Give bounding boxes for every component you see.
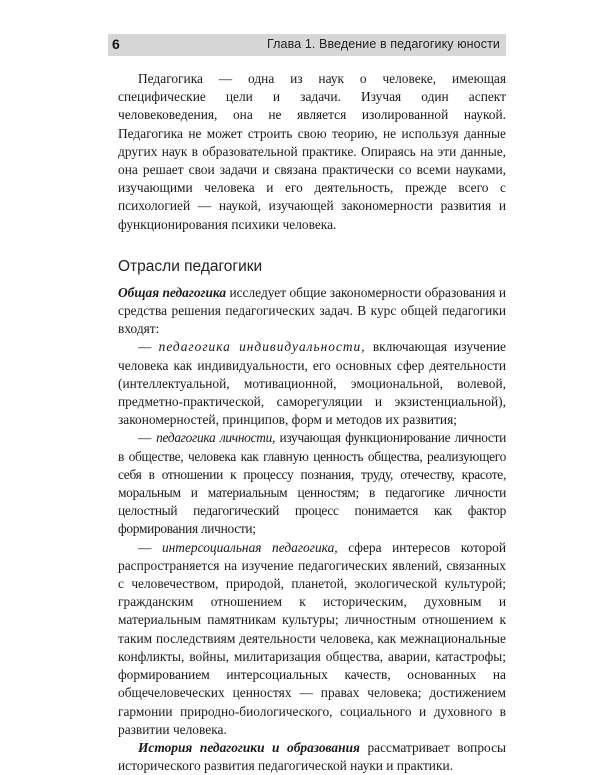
- history-pedagogy-text: рассматривает вопросы исторического развития педагогической науки и практики.: [118, 739, 507, 774]
- list-item: [118, 338, 506, 429]
- page-body: [118, 70, 506, 775]
- page-number: 6: [112, 36, 120, 52]
- list-item: [118, 539, 506, 739]
- list-dash: —: [138, 430, 157, 446]
- list-item-text: сфера интересов которой распространяется на изучение педагогических явлений, связанных с человечеством, природой, планетой, экологической культурой; гражданским отношением к историческим, духовным и материальным памятникам культуры; личностным отношением к таким последствиям деятельности человека, как межнациональные конфликты, войны, милитаризация общества, аварии, катастрофы; формированием интерсоциальных качеств, основанных на общечеловеческих ценностях — правах человека; достижением гармонии природно-биологического, социального и духовного в развитии человека.: [118, 539, 507, 737]
- list-item: [118, 429, 506, 538]
- running-header: [108, 34, 506, 56]
- list-item-term: педагогика личности,: [156, 430, 276, 446]
- list-dash: —: [138, 339, 159, 355]
- history-pedagogy-term: История педагогики и образования: [138, 739, 360, 755]
- chapter-title: Глава 1. Введение в педагогику юности: [266, 37, 500, 51]
- list-item-term: интерсоциальная педагогика,: [161, 539, 338, 555]
- list-item-term: педагогика индивидуальности,: [158, 339, 366, 355]
- list-dash: —: [138, 539, 162, 555]
- section-heading: Отрасли педагогики: [118, 257, 263, 275]
- general-pedagogy-text: исследует общие закономерности образования и средства решения педагогических задач. В курс общей педагогики входят:: [118, 284, 506, 337]
- general-pedagogy-paragraph: [118, 284, 506, 339]
- list-item-text: изучающая функционирование личности в обществе, человека как главную ценность общества, реализующего себя в отношении к процессу познания, труду, отечеству, красоте, моральным и материальным ценностям; в педагогике личности целостный педагогический процесс понимается как фактор формирования личности;: [118, 430, 506, 537]
- list-item-text: включающая изучение человека как индивидуальности, его основных сфер деятельности (интеллектуальной, мотивационной, эмоциональной, волевой, предметно-практической, саморегуляции и экзистенциальной), закономерностей, принципов, форм и методов их развития;: [118, 339, 506, 428]
- general-pedagogy-term: Общая педагогика: [118, 284, 227, 300]
- history-pedagogy-paragraph: [118, 739, 506, 775]
- intro-paragraph: Педагогика — одна из наук о человеке, имеющая специфические цели и задачи. Изучая один аспект человековедения, она не является изолированной наукой. Педагогика не может строить свою теорию, не используя данные других наук в образовательной практике. Опираясь на эти данные, она решает свои задачи и связана практически со всеми науками, изучающими человека и его деятельность, прежде всего с психологией — наукой, изучающей закономерности развития и функционирования психики человека.: [118, 71, 506, 232]
